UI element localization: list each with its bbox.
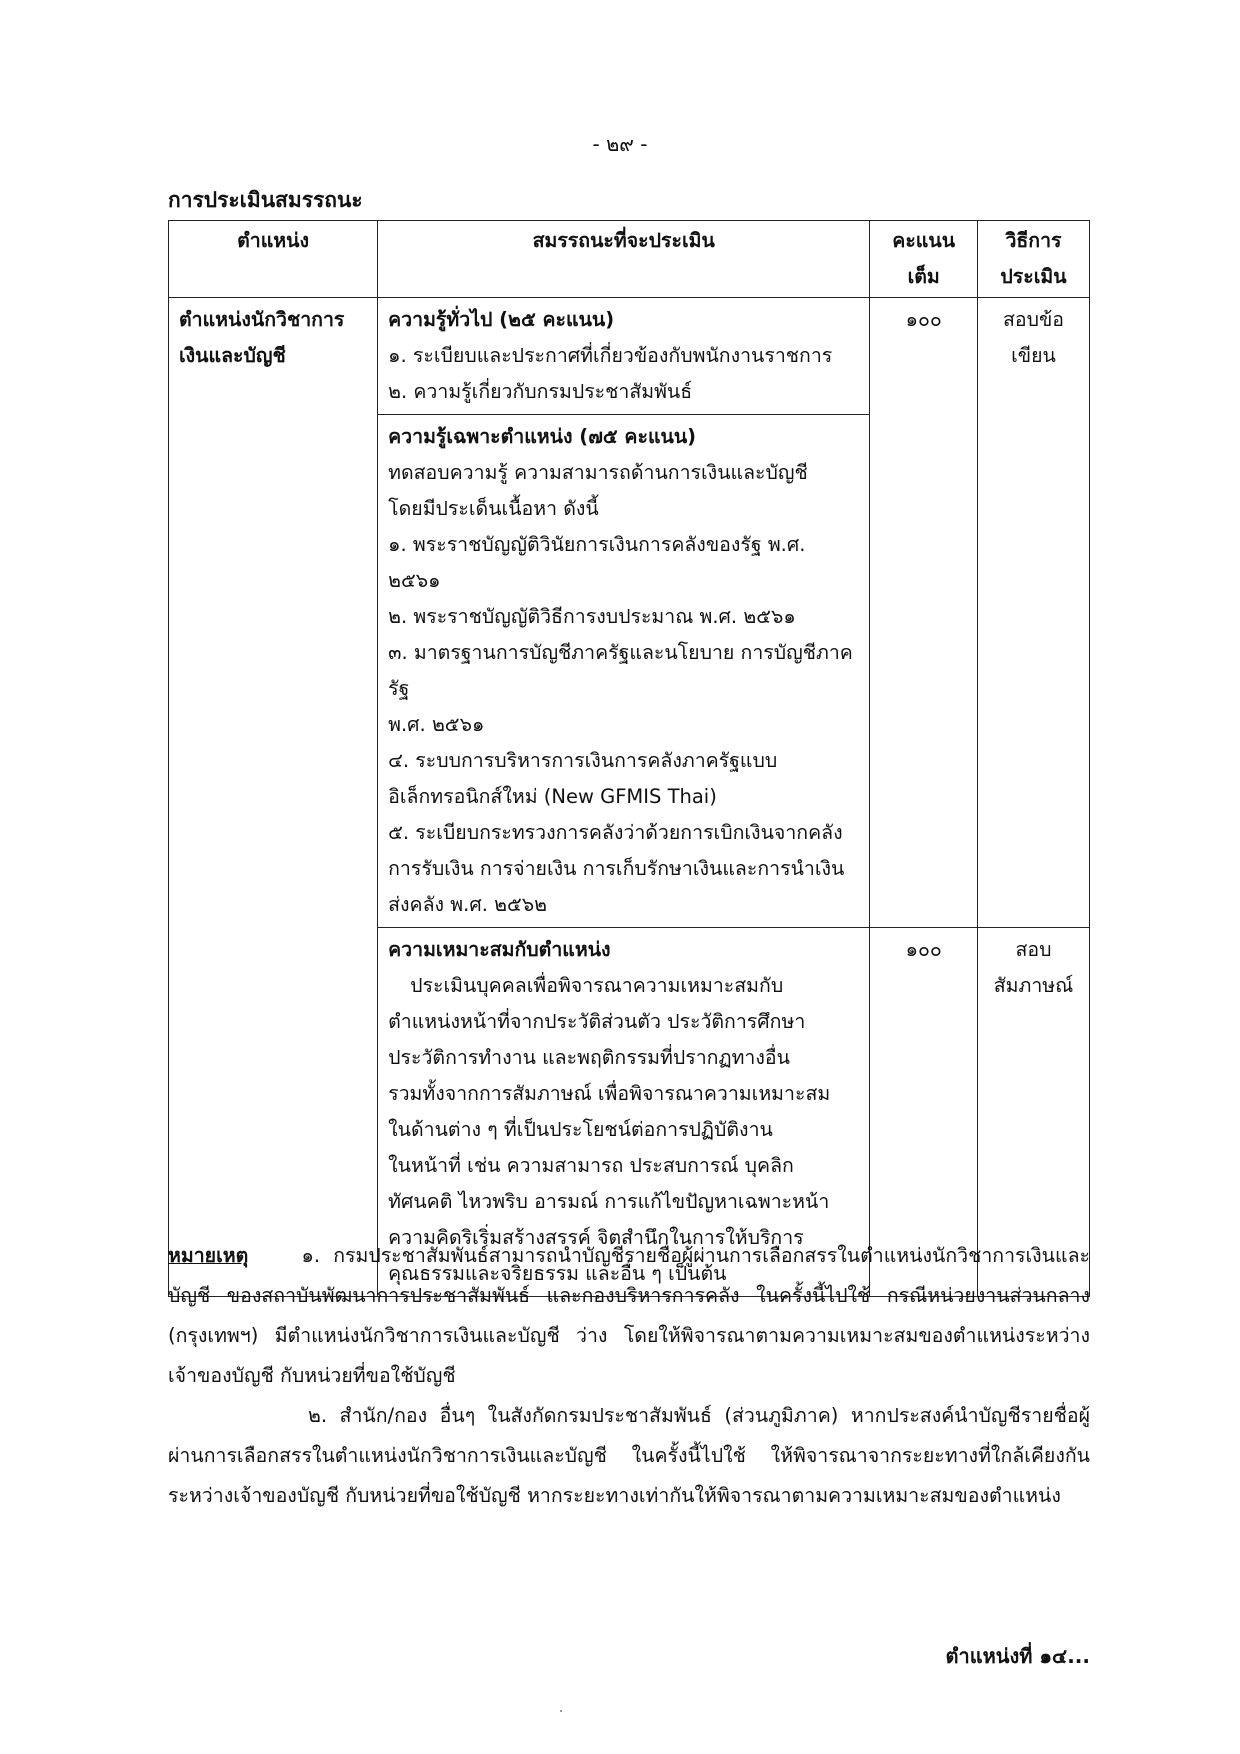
note-1-text: ๑. กรมประชาสัมพันธ์สามารถนำบัญชีรายชื่อผู้ผ่านการเลือกสรรในตำแหน่งนักวิชาการเงินและบัญชี ของสถาบันพัฒนาการประชาสัมพันธ์ และกองบริหารการคลัง ในครั้งนี้ไปใช้ กรณีหน่วยงานส่วนกลาง (กรุงเทพฯ) มีตำแหน่งนักวิชาการเงินและบัญชี ว่าง โดยให้พิจารณาตามความเหมาะสมของตำแหน่งระหว่างเจ้าของบัญชี กับหน่วยที่ขอใช้บัญชี — [168, 1244, 1091, 1387]
suitability-line: ประวัติการทำงาน และพฤติกรรมที่ปรากฏทางอื่น — [388, 1046, 790, 1069]
position-line2: เงินและบัญชี — [179, 344, 286, 367]
list-item: ๕. ระเบียบกระทรวงการคลังว่าด้วยการเบิกเงินจากคลัง — [388, 821, 843, 844]
list-item: การรับเงิน การจ่ายเงิน การเก็บรักษาเงินและการนำเงิน — [388, 857, 845, 880]
general-knowledge-heading: ความรู้ทั่วไป (๒๕ คะแนน) — [388, 308, 615, 331]
header-method-line1: วิธีการ — [1005, 229, 1062, 252]
general-knowledge-cell — [378, 298, 870, 415]
list-item: ๒. ความรู้เกี่ยวกับกรมประชาสัมพันธ์ — [388, 380, 693, 403]
interview-method-line2: สัมภาษณ์ — [993, 974, 1074, 997]
header-method-line2: ประเมิน — [1000, 265, 1067, 288]
footer-continuation: ตำแหน่งที่ ๑๔... — [945, 1644, 1090, 1668]
position-cell — [169, 298, 378, 1297]
note-2 — [168, 1396, 1090, 1516]
header-score-line2: เต็ม — [907, 265, 940, 288]
header-position-label: ตำแหน่ง — [237, 229, 309, 252]
specific-intro-line2: โดยมีประเด็นเนื้อหา ดังนี้ — [388, 497, 599, 520]
notes-section — [168, 1236, 1090, 1516]
note-2-text: ๒. สำนัก/กอง อื่นๆ ในสังกัดกรมประชาสัมพันธ์ (ส่วนภูมิภาค) หากประสงค์นำบัญชีรายชื่อผู้ผ่านการเลือกสรรในตำแหน่งนักวิชาการเงินและบัญชี ในครั้งนี้ไปใช้ ให้พิจารณาจากระยะทางที่ใกล้เคียงกันระหว่างเจ้าของบัญชี กับหน่วยที่ขอใช้บัญชี หากระยะทางเท่ากันให้พิจารณาตามความเหมาะสมของตำแหน่ง — [168, 1404, 1090, 1507]
suitability-line: คุณธรรมและจริยธรรม และอื่น ๆ เป็นต้น — [388, 1262, 727, 1285]
specific-knowledge-cell — [378, 415, 870, 928]
header-score — [870, 221, 978, 298]
table-row-general — [169, 298, 1090, 415]
specific-knowledge-heading: ความรู้เฉพาะตำแหน่ง (๗๕ คะแนน) — [388, 425, 697, 448]
suitability-line: ในหน้าที่ เช่น ความสามารถ ประสบการณ์ บุคลิก — [388, 1154, 794, 1177]
list-item: ๒. พระราชบัญญัติวิธีการงบประมาณ พ.ศ. ๒๕๖๑ — [388, 605, 796, 628]
list-item: ๔. ระบบการบริหารการเงินการคลังภาครัฐแบบ — [388, 749, 778, 772]
written-score: ๑๐๐ — [905, 308, 942, 331]
header-position — [169, 221, 378, 298]
suitability-line: ในด้านต่าง ๆ ที่เป็นประโยชน์ต่อการปฏิบัติงาน — [388, 1118, 773, 1141]
note-1 — [168, 1236, 1090, 1396]
header-method — [978, 221, 1090, 298]
list-item: ๑. พระราชบัญญัติวินัยการเงินการคลังของรัฐ พ.ศ. ๒๕๖๑ — [388, 533, 806, 592]
position-line1: ตำแหน่งนักวิชาการ — [179, 308, 345, 331]
header-score-line1: คะแนน — [892, 229, 956, 252]
page-number: - ๒๙ - — [592, 132, 648, 156]
table-header-row — [169, 221, 1090, 298]
suitability-line: ตำแหน่งหน้าที่จากประวัติส่วนตัว ประวัติการศึกษา — [388, 1010, 806, 1033]
interview-method-line1: สอบ — [1015, 938, 1052, 961]
list-item: อิเล็กทรอนิกส์ใหม่ (New GFMIS Thai) — [388, 785, 717, 808]
suitability-line: รวมทั้งจากการสัมภาษณ์ เพื่อพิจารณาความเหมาะสม — [388, 1082, 831, 1105]
specific-intro-line1: ทดสอบความรู้ ความสามารถด้านการเงินและบัญชี — [388, 461, 808, 484]
list-item: ๓. มาตรฐานการบัญชีภาครัฐและนโยบาย การบัญชีภาครัฐ — [388, 641, 853, 700]
competency-table — [168, 220, 1090, 1297]
header-competency — [378, 221, 870, 298]
suitability-line: ทัศนคติ ไหวพริบ อารมณ์ การแก้ไขปัญหาเฉพาะหน้า — [388, 1190, 830, 1213]
header-competency-label: สมรรถนะที่จะประเมิน — [532, 229, 715, 252]
scan-speck — [560, 1710, 562, 1712]
list-item: ส่งคลัง พ.ศ. ๒๕๖๒ — [388, 893, 547, 916]
suitability-line: ประเมินบุคคลเพื่อพิจารณาความเหมาะสมกับ — [410, 974, 784, 997]
written-score-cell — [870, 298, 978, 928]
notes-label: หมายเหตุ — [168, 1244, 249, 1267]
list-item: พ.ศ. ๒๕๖๑ — [388, 713, 485, 736]
suitability-line: ความคิดริเริ่มสร้างสรรค์ จิตสำนึกในการให้บริการ — [388, 1226, 804, 1249]
written-method: สอบข้อเขียน — [1002, 308, 1065, 367]
section-title: การประเมินสมรรถนะ — [168, 188, 363, 212]
written-method-cell — [978, 298, 1090, 928]
list-item: ๑. ระเบียบและประกาศที่เกี่ยวข้องกับพนักงานราชการ — [388, 344, 833, 367]
interview-score: ๑๐๐ — [905, 938, 942, 961]
suitability-heading: ความเหมาะสมกับตำแหน่ง — [388, 938, 611, 961]
